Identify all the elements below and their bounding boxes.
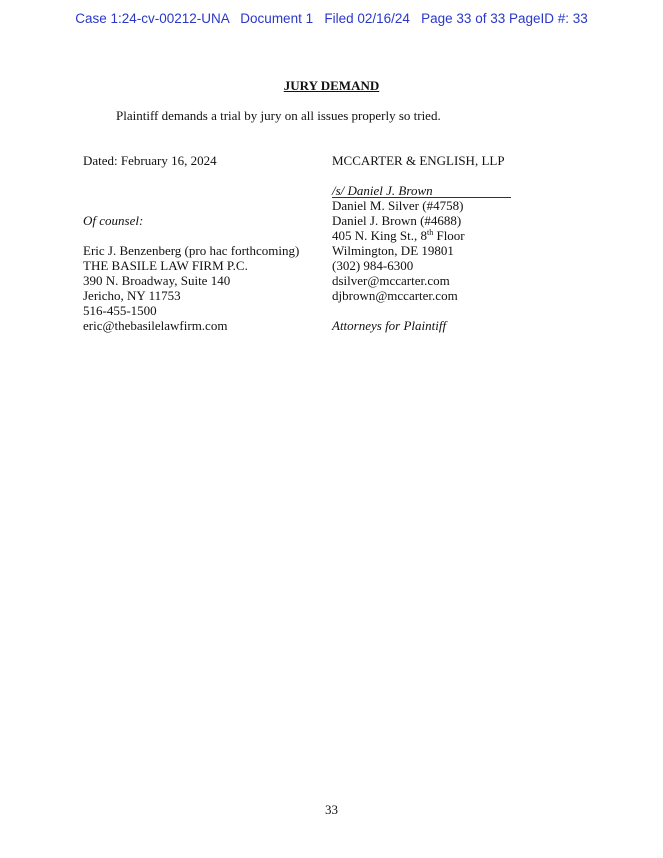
counsel-street: 390 N. Broadway, Suite 140	[83, 273, 231, 288]
counsel-phone: 516-455-1500	[83, 303, 157, 318]
firm-address-city: Wilmington, DE 19801	[332, 243, 454, 258]
date-line: Dated: February 16, 2024	[83, 153, 217, 168]
firm-name: MCCARTER & ENGLISH, LLP	[332, 153, 505, 168]
attorney-brown: Daniel J. Brown (#4688)	[332, 213, 462, 228]
counsel-name: Eric J. Benzenberg (pro hac forthcoming)	[83, 243, 300, 258]
attorney-silver: Daniel M. Silver (#4758)	[332, 198, 464, 213]
counsel-email: eric@thebasilelawfirm.com	[83, 318, 228, 333]
signature: /s/ Daniel J. Brown	[332, 183, 433, 198]
firm-address-street: 405 N. King St., 8th Floor	[332, 228, 465, 243]
of-counsel-label: Of counsel:	[83, 213, 144, 228]
counsel-firm: THE BASILE LAW FIRM P.C.	[83, 258, 248, 273]
email-brown: djbrown@mccarter.com	[332, 288, 458, 303]
jury-demand-text: Plaintiff demands a trial by jury on all issues properly so tried.	[116, 108, 441, 123]
counsel-city: Jericho, NY 11753	[83, 288, 181, 303]
email-silver: dsilver@mccarter.com	[332, 273, 450, 288]
case-header: Case 1:24-cv-00212-UNA Document 1 Filed 02/16/24 Page 33 of 33 PageID #: 33	[75, 11, 588, 26]
firm-phone: (302) 984-6300	[332, 258, 414, 273]
page-number: 33	[325, 802, 338, 817]
section-title: JURY DEMAND	[283, 78, 380, 93]
attorneys-for: Attorneys for Plaintiff	[332, 318, 447, 333]
